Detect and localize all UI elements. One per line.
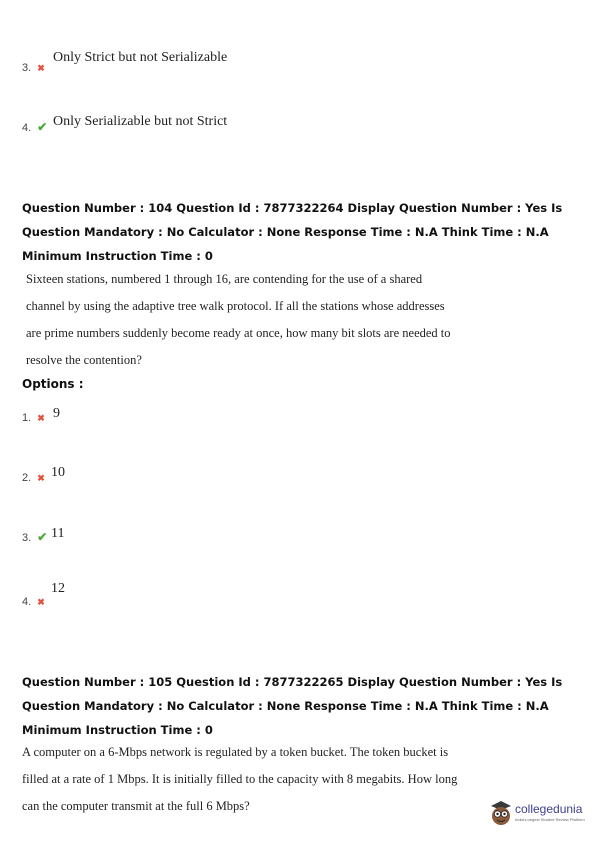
q104-option-2-text: 10 [51, 465, 65, 480]
wrong-icon: ✖ [37, 473, 45, 483]
mascot-owl-icon [488, 798, 514, 828]
q104-options-label: Options : [22, 377, 84, 391]
q104-option-1-text: 9 [53, 406, 60, 421]
option-number: 1. [22, 412, 32, 424]
option-number: 3. [22, 62, 32, 74]
q104-option-4-text: 12 [51, 581, 65, 596]
logo-name: collegedunia [515, 802, 583, 816]
option-number: 3. [22, 532, 32, 544]
option-number: 2. [22, 472, 32, 484]
check-icon: ✔ [37, 120, 48, 134]
q104-option-4-number [22, 596, 45, 608]
prev-option-4-number [22, 120, 47, 134]
q105-text: A computer on a 6-Mbps network is regulated by a token bucket. The token bucket is filled at a rate of 1 Mbps. It is initially filled to the capacity with 8 megabits. How long can the computer transmit at the full 6 Mbps? [22, 745, 458, 813]
wrong-icon: ✖ [37, 413, 45, 423]
q104-option-3-text: 11 [51, 526, 65, 541]
collegedunia-logo [488, 798, 588, 830]
prev-option-4-text: Only Serializable but not Strict [53, 114, 228, 129]
wrong-icon: ✖ [37, 597, 45, 607]
q104-text: Sixteen stations, numbered 1 through 16, are contending for the use of a shared channel by using the adaptive tree walk protocol. If all the stations whose addresses are prime numbers suddenly become ready at once, how many bit slots are needed to resolve the contention? [26, 272, 451, 367]
q104-meta: Question Number : 104 Question Id : 7877322264 Display Question Number : Yes Is Question Mandatory : No Calculator : None Response Time : N.A Think Time : N.A Minimum Instruction Time : 0 [22, 201, 563, 263]
wrong-icon: ✖ [37, 63, 45, 73]
q104-option-2-number [22, 472, 45, 484]
prev-option-3-text: Only Strict but not Serializable [53, 50, 228, 65]
logo-tagline: India's largest Student Review Platform [515, 817, 585, 822]
q105-meta: Question Number : 105 Question Id : 7877322265 Display Question Number : Yes Is Question Mandatory : No Calculator : None Response Time : N.A Think Time : N.A Minimum Instruction Time : 0 [22, 675, 563, 737]
q104-option-3-number [22, 530, 47, 544]
check-icon: ✔ [37, 530, 48, 544]
option-number: 4. [22, 122, 32, 134]
prev-option-3-number [22, 62, 45, 74]
option-number: 4. [22, 596, 32, 608]
q104-option-1-number [22, 412, 45, 424]
